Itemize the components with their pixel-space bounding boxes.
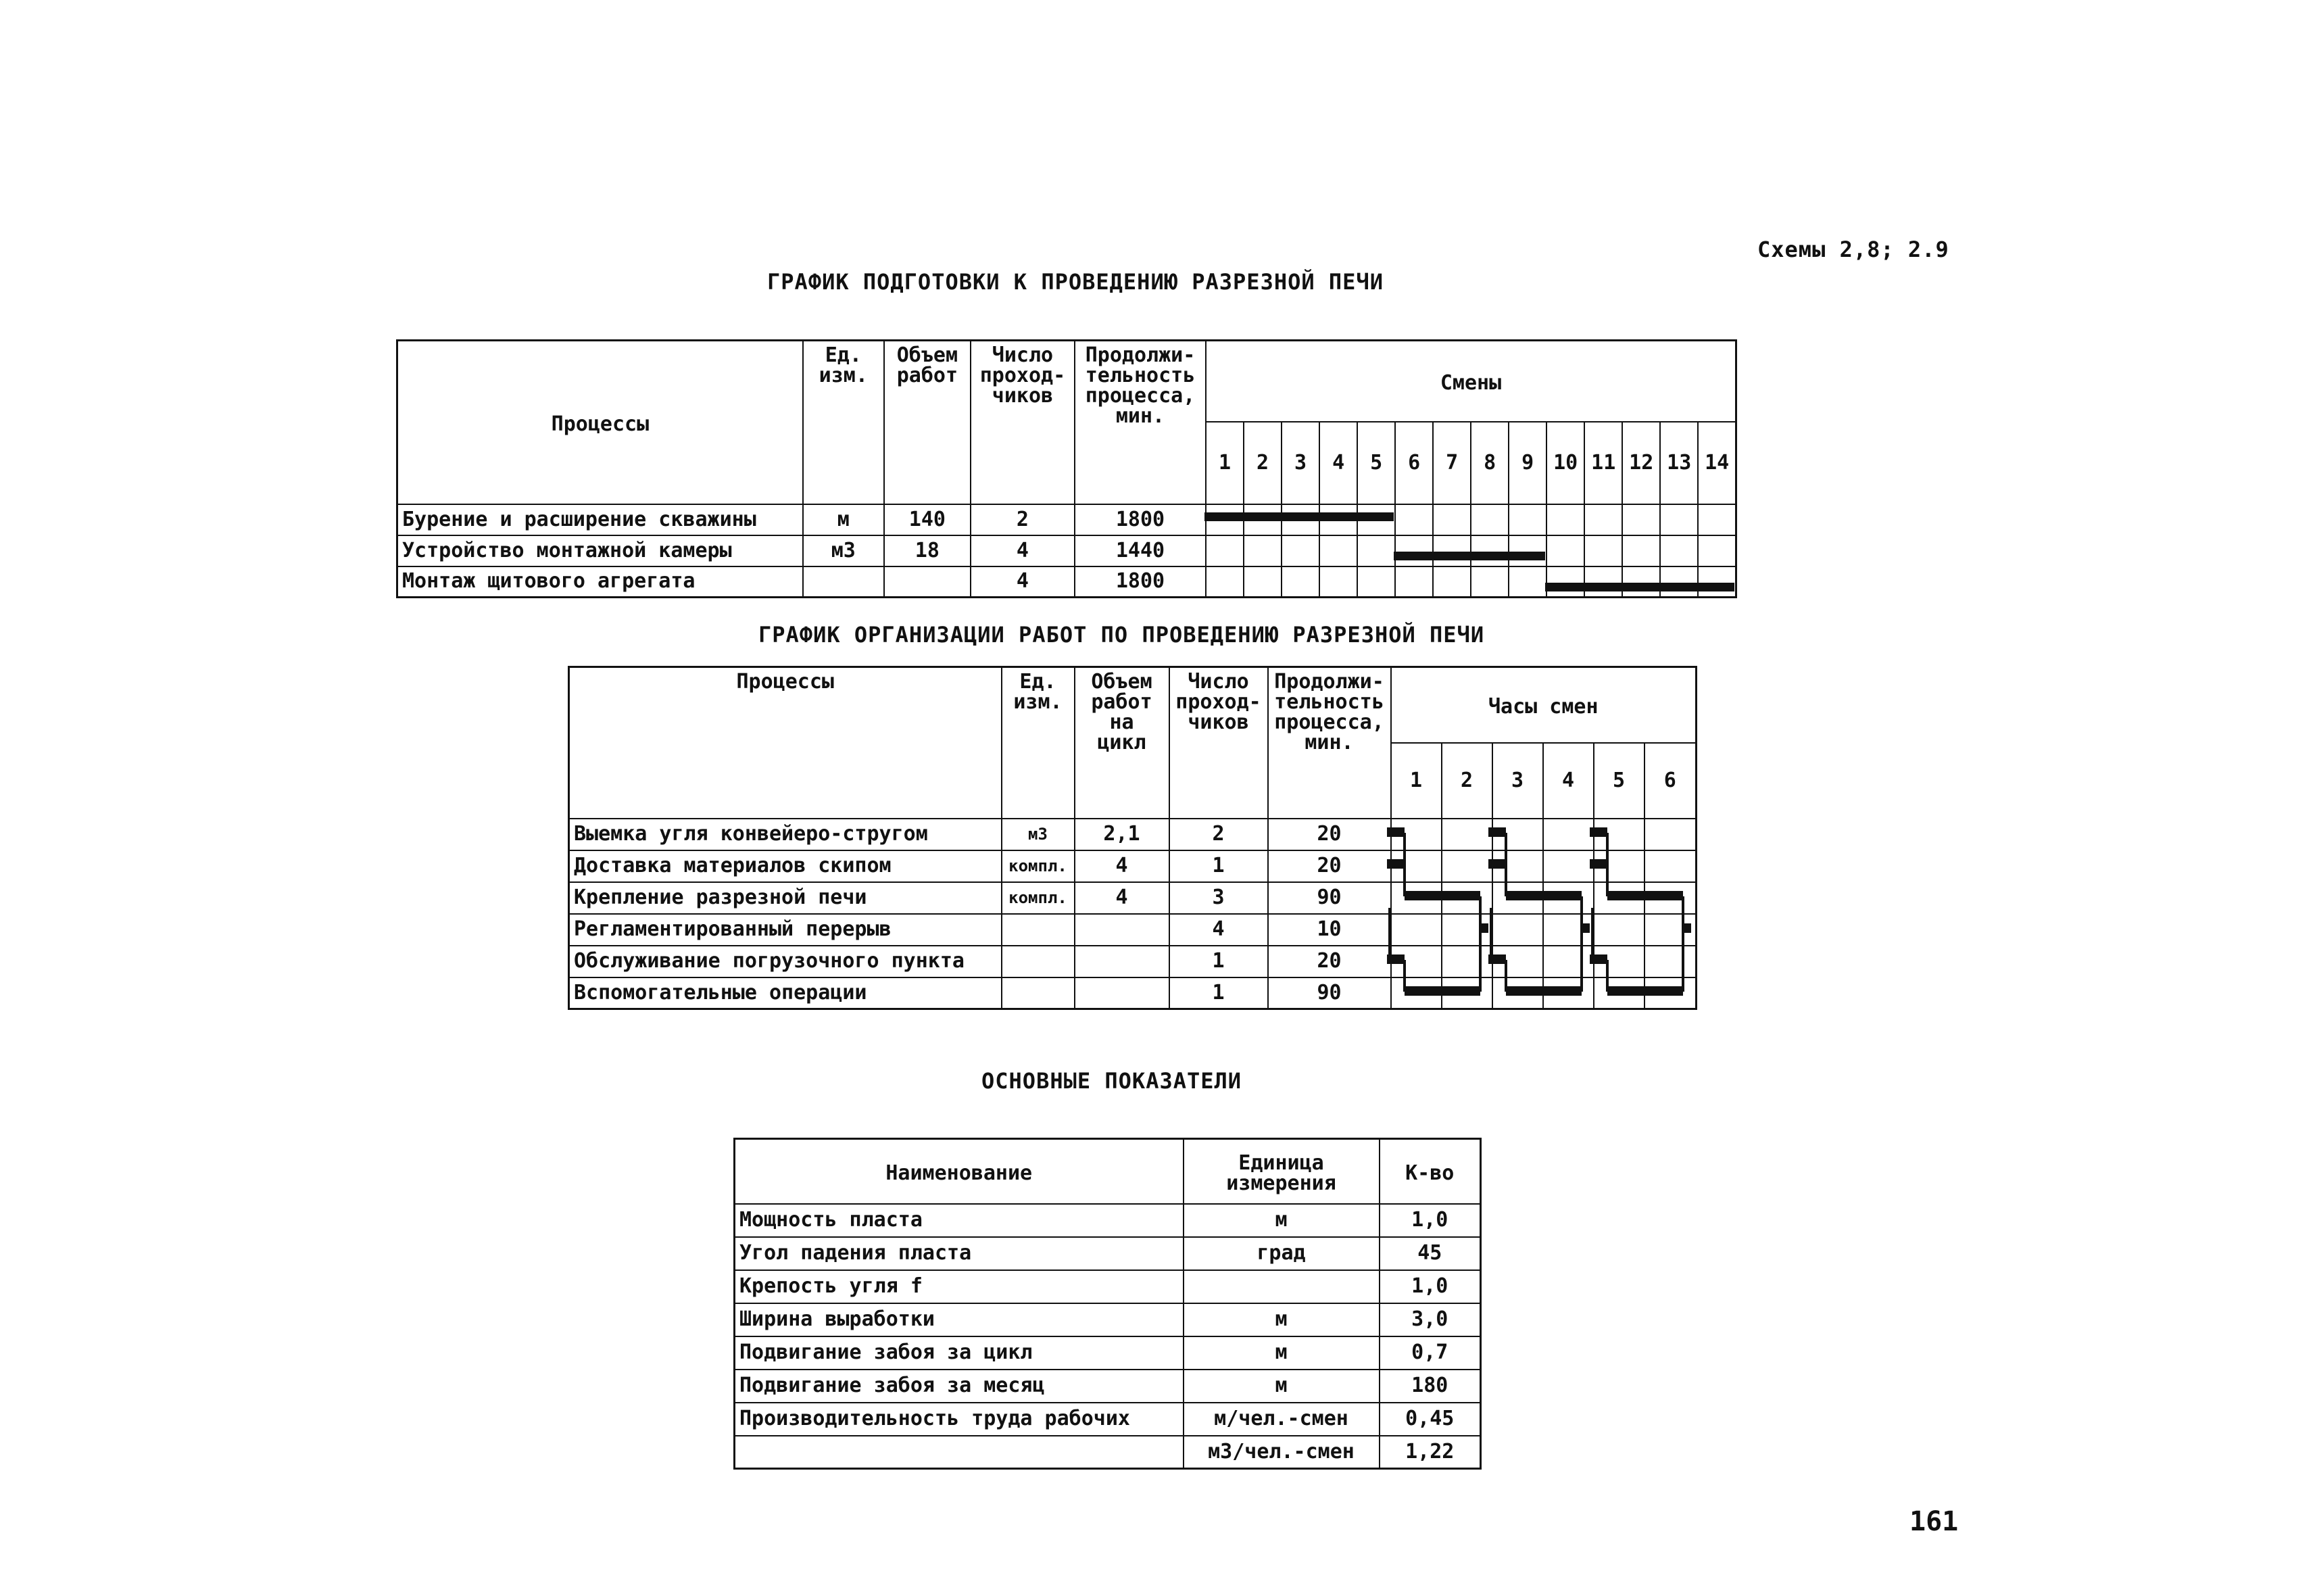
- shift-number: 9: [1509, 422, 1546, 504]
- loading-point-bar: [1387, 954, 1405, 964]
- workers-cell: 1: [1169, 977, 1268, 1009]
- indicator-unit-cell: м: [1184, 1370, 1380, 1403]
- shift-number: 12: [1622, 422, 1660, 504]
- shift-number: 14: [1698, 422, 1736, 504]
- shift-cell: [1433, 566, 1471, 598]
- shift-number: 7: [1433, 422, 1471, 504]
- col-shifts-header: Смены: [1206, 341, 1736, 422]
- shift-number: 5: [1357, 422, 1395, 504]
- indicator-name-cell: [735, 1436, 1184, 1469]
- coal-extraction-bar: [1590, 827, 1607, 837]
- shift-cell: [1244, 535, 1282, 566]
- volume-cell: 4: [1075, 850, 1169, 882]
- shift-cell: [1622, 566, 1660, 598]
- shift-cell: [1584, 535, 1622, 566]
- shift-number: 1: [1206, 422, 1244, 504]
- shift-number: 8: [1471, 422, 1509, 504]
- indicator-name-cell: Подвигание забоя за цикл: [735, 1336, 1184, 1370]
- shift-cell: [1282, 535, 1319, 566]
- col-process-header: Процессы: [569, 667, 1002, 819]
- shift-cell: [1244, 566, 1282, 598]
- col-unit-header: Единица измерения: [1184, 1139, 1380, 1204]
- shift-cell: [1546, 566, 1584, 598]
- shift-cell: [1433, 504, 1471, 535]
- indicator-qty-cell: 0,7: [1380, 1336, 1481, 1370]
- process-cell: Бурение и расширение скважины: [397, 504, 803, 535]
- indicator-name-cell: Мощность пласта: [735, 1204, 1184, 1237]
- process-cell: Вспомогательные операции: [569, 977, 1002, 1009]
- volume-cell: 140: [884, 504, 971, 535]
- table-row: [735, 1303, 1481, 1336]
- shift-cell: [1395, 535, 1433, 566]
- indicator-unit-cell: м: [1184, 1303, 1380, 1336]
- col-duration-header: Продолжи- тельность процесса, мин.: [1268, 667, 1391, 819]
- workers-cell: 4: [971, 535, 1075, 566]
- indicator-unit-cell: м: [1184, 1204, 1380, 1237]
- shift-cell: [1319, 566, 1357, 598]
- workers-cell: 3: [1169, 882, 1268, 914]
- shift-number: 3: [1282, 422, 1319, 504]
- shift-cell: [1282, 566, 1319, 598]
- shift-number: 2: [1244, 422, 1282, 504]
- shift-cell: [1471, 535, 1509, 566]
- col-duration-header: Продолжи- тельность процесса, мин.: [1075, 341, 1206, 504]
- volume-cell: 18: [884, 535, 971, 566]
- table-row: [397, 566, 1736, 598]
- col-hours-header: Часы смен: [1391, 667, 1697, 743]
- unit-cell: компл.: [1002, 882, 1075, 914]
- table-row: [735, 1204, 1481, 1237]
- hour-number: 4: [1543, 743, 1594, 819]
- shift-cell: [1206, 566, 1244, 598]
- workers-cell: 4: [1169, 914, 1268, 946]
- indicator-unit-cell: град: [1184, 1237, 1380, 1270]
- indicator-name-cell: Ширина выработки: [735, 1303, 1184, 1336]
- shift-cell: [1622, 504, 1660, 535]
- col-unit-header: Ед. изм.: [1002, 667, 1075, 819]
- volume-cell: [1075, 977, 1169, 1009]
- shift-number: 10: [1546, 422, 1584, 504]
- col-volume-header: Объем работ: [884, 341, 971, 504]
- shift-number: 11: [1584, 422, 1622, 504]
- table-row: [735, 1370, 1481, 1403]
- coal-extraction-bar: [1488, 827, 1506, 837]
- shift-cell: [1509, 566, 1546, 598]
- scheme-reference: Схемы 2,8; 2.9: [1757, 237, 1949, 262]
- shift-cell: [1357, 566, 1395, 598]
- col-workers-header: Число проход- чиков: [971, 341, 1075, 504]
- hour-number: 3: [1492, 743, 1543, 819]
- table-row: [735, 1436, 1481, 1469]
- table-row: [397, 535, 1736, 566]
- duration-cell: 20: [1268, 819, 1391, 850]
- support-installation-bar: [1405, 891, 1480, 900]
- support-installation-bar: [1607, 891, 1683, 900]
- shift-cell: [1698, 535, 1736, 566]
- shift-span-bar: [1394, 552, 1545, 560]
- shift-number: 4: [1319, 422, 1357, 504]
- indicator-qty-cell: 3,0: [1380, 1303, 1481, 1336]
- prep-schedule-title: ГРАФИК ПОДГОТОВКИ К ПРОВЕДЕНИЮ РАЗРЕЗНОЙ ПЕЧИ: [767, 269, 1384, 295]
- unit-cell: компл.: [1002, 850, 1075, 882]
- unit-cell: м3: [803, 535, 884, 566]
- table-row: [735, 1403, 1481, 1436]
- volume-cell: [1075, 914, 1169, 946]
- shift-cell: [1319, 535, 1357, 566]
- col-process-header: Процессы: [397, 341, 803, 504]
- process-cell: Выемка угля конвейеро-стругом: [569, 819, 1002, 850]
- col-qty-header: К-во: [1380, 1139, 1481, 1204]
- unit-cell: [1002, 946, 1075, 977]
- shift-cell: [1698, 566, 1736, 598]
- col-workers-header: Число проход- чиков: [1169, 667, 1268, 819]
- indicators-title: ОСНОВНЫЕ ПОКАЗАТЕЛИ: [981, 1068, 1242, 1094]
- material-delivery-bar: [1488, 859, 1506, 869]
- workers-cell: 2: [1169, 819, 1268, 850]
- shift-cell: [1660, 566, 1698, 598]
- org-schedule-diagram: [1387, 817, 1695, 1008]
- indicators-table: [733, 1138, 1482, 1470]
- col-name-header: Наименование: [735, 1139, 1184, 1204]
- coal-extraction-bar: [1387, 827, 1405, 837]
- unit-cell: м: [803, 504, 884, 535]
- shift-cell: [1660, 504, 1698, 535]
- hour-number: 5: [1594, 743, 1644, 819]
- shift-cell: [1357, 535, 1395, 566]
- unit-cell: м3: [1002, 819, 1075, 850]
- hour-number: 2: [1442, 743, 1492, 819]
- indicator-qty-cell: 0,45: [1380, 1403, 1481, 1436]
- workers-cell: 1: [1169, 946, 1268, 977]
- indicator-unit-cell: м: [1184, 1336, 1380, 1370]
- shift-cell: [1698, 504, 1736, 535]
- shift-cell: [1433, 535, 1471, 566]
- shift-cell: [1395, 504, 1433, 535]
- shift-cell: [1622, 535, 1660, 566]
- shift-cell: [1206, 535, 1244, 566]
- shift-cell: [1395, 566, 1433, 598]
- indicator-unit-cell: м/чел.-смен: [1184, 1403, 1380, 1436]
- volume-cell: [1075, 946, 1169, 977]
- workers-cell: 2: [971, 504, 1075, 535]
- duration-cell: 1800: [1075, 504, 1206, 535]
- unit-cell: [1002, 914, 1075, 946]
- shift-cell: [1509, 535, 1546, 566]
- page-number: 161: [1909, 1506, 1959, 1537]
- auxiliary-ops-bar: [1405, 986, 1480, 996]
- material-delivery-bar: [1590, 859, 1607, 869]
- indicator-qty-cell: 1,22: [1380, 1436, 1481, 1469]
- indicator-qty-cell: 1,0: [1380, 1270, 1481, 1303]
- unit-cell: [1002, 977, 1075, 1009]
- process-cell: Устройство монтажной камеры: [397, 535, 803, 566]
- process-cell: Крепление разрезной печи: [569, 882, 1002, 914]
- table-row: [735, 1336, 1481, 1370]
- hour-number: 1: [1391, 743, 1442, 819]
- org-schedule-title: ГРАФИК ОРГАНИЗАЦИИ РАБОТ ПО ПРОВЕДЕНИЮ РАЗРЕЗНОЙ ПЕЧИ: [758, 622, 1485, 648]
- table-row: [397, 504, 1736, 535]
- indicator-unit-cell: [1184, 1270, 1380, 1303]
- col-unit-header: Ед. изм.: [803, 341, 884, 504]
- workers-cell: 4: [971, 566, 1075, 598]
- shift-number: 6: [1395, 422, 1433, 504]
- unit-cell: [803, 566, 884, 598]
- process-cell: Обслуживание погрузочного пункта: [569, 946, 1002, 977]
- shift-cell: [1546, 535, 1584, 566]
- loading-point-bar: [1590, 954, 1607, 964]
- volume-cell: 2,1: [1075, 819, 1169, 850]
- shift-span-bar: [1545, 583, 1734, 591]
- duration-cell: 10: [1268, 914, 1391, 946]
- table-row: [735, 1237, 1481, 1270]
- auxiliary-ops-bar: [1607, 986, 1683, 996]
- indicator-qty-cell: 45: [1380, 1237, 1481, 1270]
- shift-cell: [1471, 504, 1509, 535]
- shift-number: 13: [1660, 422, 1698, 504]
- duration-cell: 1800: [1075, 566, 1206, 598]
- shift-cell: [1546, 504, 1584, 535]
- shift-cell: [1471, 566, 1509, 598]
- shift-span-bar: [1204, 512, 1394, 521]
- indicator-unit-cell: м3/чел.-смен: [1184, 1436, 1380, 1469]
- process-cell: Монтаж щитового агрегата: [397, 566, 803, 598]
- indicator-qty-cell: 1,0: [1380, 1204, 1481, 1237]
- material-delivery-bar: [1387, 859, 1405, 869]
- indicator-name-cell: Подвигание забоя за месяц: [735, 1370, 1184, 1403]
- shift-cell: [1584, 504, 1622, 535]
- duration-cell: 1440: [1075, 535, 1206, 566]
- duration-cell: 90: [1268, 882, 1391, 914]
- support-installation-bar: [1506, 891, 1582, 900]
- shift-cell: [1660, 535, 1698, 566]
- auxiliary-ops-bar: [1506, 986, 1582, 996]
- indicator-name-cell: Производительность труда рабочих: [735, 1403, 1184, 1436]
- volume-cell: [884, 566, 971, 598]
- indicator-qty-cell: 180: [1380, 1370, 1481, 1403]
- workers-cell: 1: [1169, 850, 1268, 882]
- table-row: [735, 1270, 1481, 1303]
- process-cell: Доставка материалов скипом: [569, 850, 1002, 882]
- loading-point-bar: [1488, 954, 1506, 964]
- hour-number: 6: [1644, 743, 1697, 819]
- process-cell: Регламентированный перерыв: [569, 914, 1002, 946]
- volume-cell: 4: [1075, 882, 1169, 914]
- duration-cell: 90: [1268, 977, 1391, 1009]
- shift-cell: [1509, 504, 1546, 535]
- duration-cell: 20: [1268, 850, 1391, 882]
- indicator-name-cell: Угол падения пласта: [735, 1237, 1184, 1270]
- indicator-name-cell: Крепость угля f: [735, 1270, 1184, 1303]
- shift-cell: [1584, 566, 1622, 598]
- duration-cell: 20: [1268, 946, 1391, 977]
- col-volume-header: Объем работ на цикл: [1075, 667, 1169, 819]
